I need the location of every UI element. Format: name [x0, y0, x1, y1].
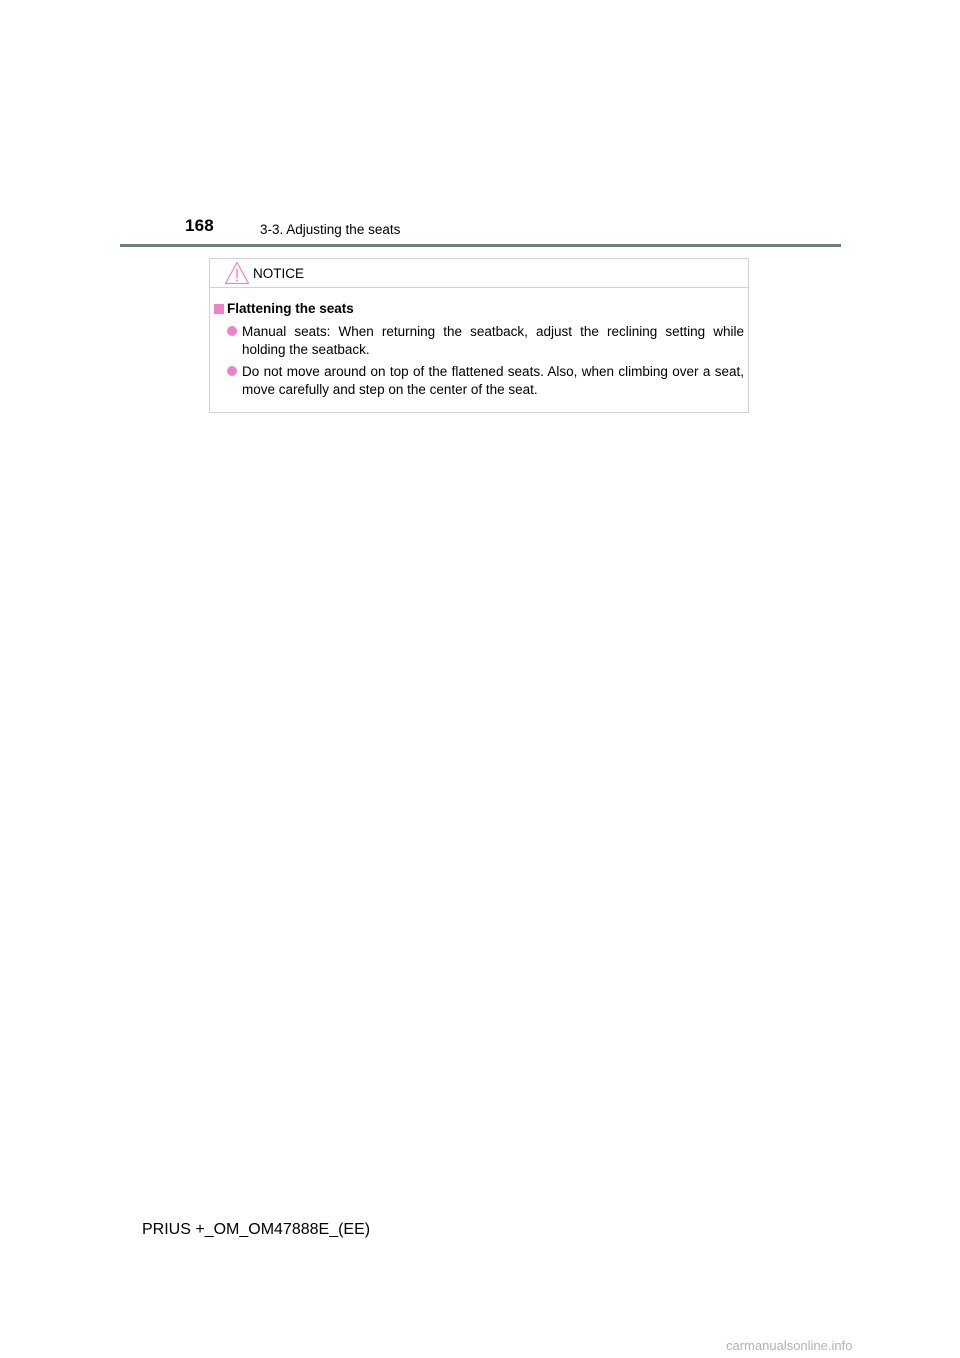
notice-box — [209, 258, 749, 413]
circle-bullet-icon — [227, 326, 237, 336]
list-item — [214, 363, 744, 399]
notice-heading — [214, 301, 744, 319]
notice-body — [214, 301, 744, 399]
notice-label: NOTICE — [253, 266, 305, 281]
square-bullet-icon — [214, 304, 224, 314]
list-item — [214, 323, 744, 359]
circle-bullet-icon — [227, 366, 237, 376]
list-item-text: Manual seats: When returning the seatback, adjust the reclining setting while holding the seatback. — [242, 324, 744, 357]
footer-code: PRIUS +_OM_OM47888E_(EE) — [142, 1221, 371, 1238]
warning-triangle-icon — [224, 261, 250, 285]
page-number: 168 — [185, 216, 214, 235]
notice-heading-text: Flattening the seats — [227, 301, 354, 316]
list-item-text: Do not move around on top of the flattened seats. Also, when climbing over a seat, move carefully and step on the center of the seat. — [242, 364, 744, 397]
header-rule — [120, 244, 841, 247]
section-title: 3-3. Adjusting the seats — [260, 222, 401, 237]
watermark: carmanualsonline.info — [726, 1338, 853, 1353]
notice-header — [210, 259, 748, 288]
